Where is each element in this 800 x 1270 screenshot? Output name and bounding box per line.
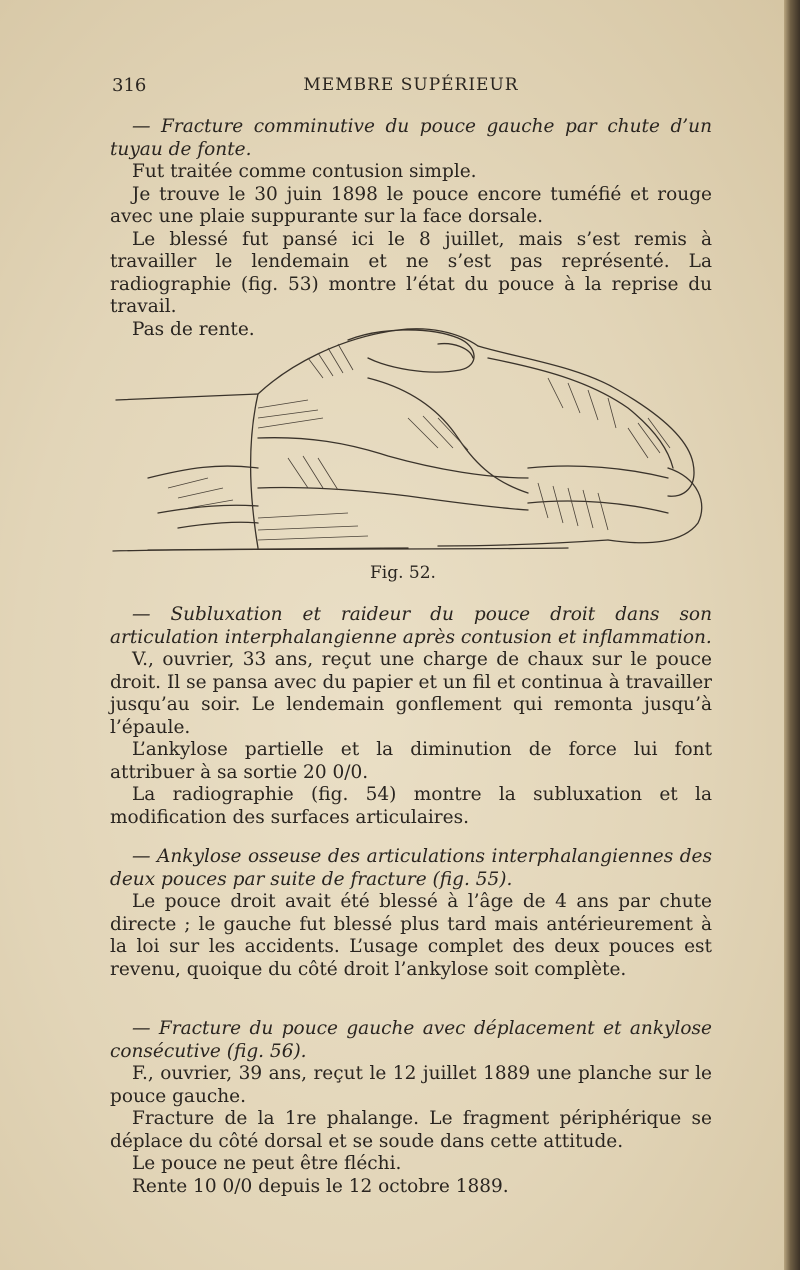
hand-engraving-figure	[108, 318, 716, 563]
case-1-paragraph: Le blessé fut pansé ici le 8 juillet, mais s’est remis à travailler le lendemain et ne s’est pas représenté. La radiographie (fig. 53) montre l’état du pouce à la reprise du travail.	[110, 228, 712, 317]
case-3-paragraph: Le pouce droit avait été blessé à l’âge de 4 ans par chute directe ; le gauche fut blessé plus tard mais antérieurement à la loi sur les accidents. L’usage complet des deux pouces est revenu, quoique du côté droit l’ankylose soit complète.	[110, 891, 712, 980]
case-1-paragraph: Je trouve le 30 juin 1898 le pouce encore tuméfié et rouge avec une plaie suppurante sur la face dorsale.	[110, 183, 712, 227]
case-2	[110, 604, 712, 829]
case-4-paragraph: Fracture de la 1re phalange. Le fragment périphérique se déplace du côté dorsal et se soude dans cette attitude.	[110, 1108, 712, 1152]
page-header	[112, 75, 710, 103]
case-2-paragraph: V., ouvrier, 33 ans, reçut une charge de chaux sur le pouce droit. Il se pansa avec du papier et un fil et continua à travailler jusqu’au soir. Le lendemain gonflement qui remonta jusqu’à l’épaule.	[110, 649, 712, 738]
case-4	[110, 1018, 712, 1198]
case-3-heading: — Ankylose osseuse des articulations interphalangiennes des deux pouces par suite de fracture (fig. 55).	[110, 846, 712, 890]
case-4-paragraph: Le pouce ne peut être fléchi.	[132, 1153, 402, 1174]
case-1-paragraph: Pas de rente.	[132, 318, 255, 340]
case-1-paragraph: Fut traitée comme contusion simple.	[132, 161, 477, 182]
case-1-heading: — Fracture comminutive du pouce gauche par chute d’un tuyau de fonte.	[110, 116, 712, 160]
case-4-paragraph: F., ouvrier, 39 ans, reçut le 12 juillet 1889 une planche sur le pouce gauche.	[110, 1063, 712, 1107]
figure-caption: Fig. 52.	[370, 563, 436, 583]
case-4-heading: — Fracture du pouce gauche avec déplacement et ankylose consécutive (fig. 56).	[110, 1018, 712, 1062]
case-3	[110, 846, 712, 981]
case-2-heading: — Subluxation et raideur du pouce droit dans son articulation interphalangienne après contusion et inflammation.	[110, 604, 712, 648]
hand-illustration	[108, 318, 716, 563]
case-2-paragraph: L’ankylose partielle et la diminution de force lui font attribuer à sa sortie 20 0/0.	[110, 739, 712, 783]
case-1	[110, 116, 712, 341]
running-title: MEMBRE SUPÉRIEUR	[303, 75, 519, 95]
page-number: 316	[112, 75, 147, 96]
case-4-paragraph: Rente 10 0/0 depuis le 12 octobre 1889.	[132, 1175, 509, 1197]
page-binding-edge	[784, 0, 800, 1270]
case-2-paragraph: La radiographie (fig. 54) montre la subluxation et la modification des surfaces articulaires.	[110, 784, 712, 828]
